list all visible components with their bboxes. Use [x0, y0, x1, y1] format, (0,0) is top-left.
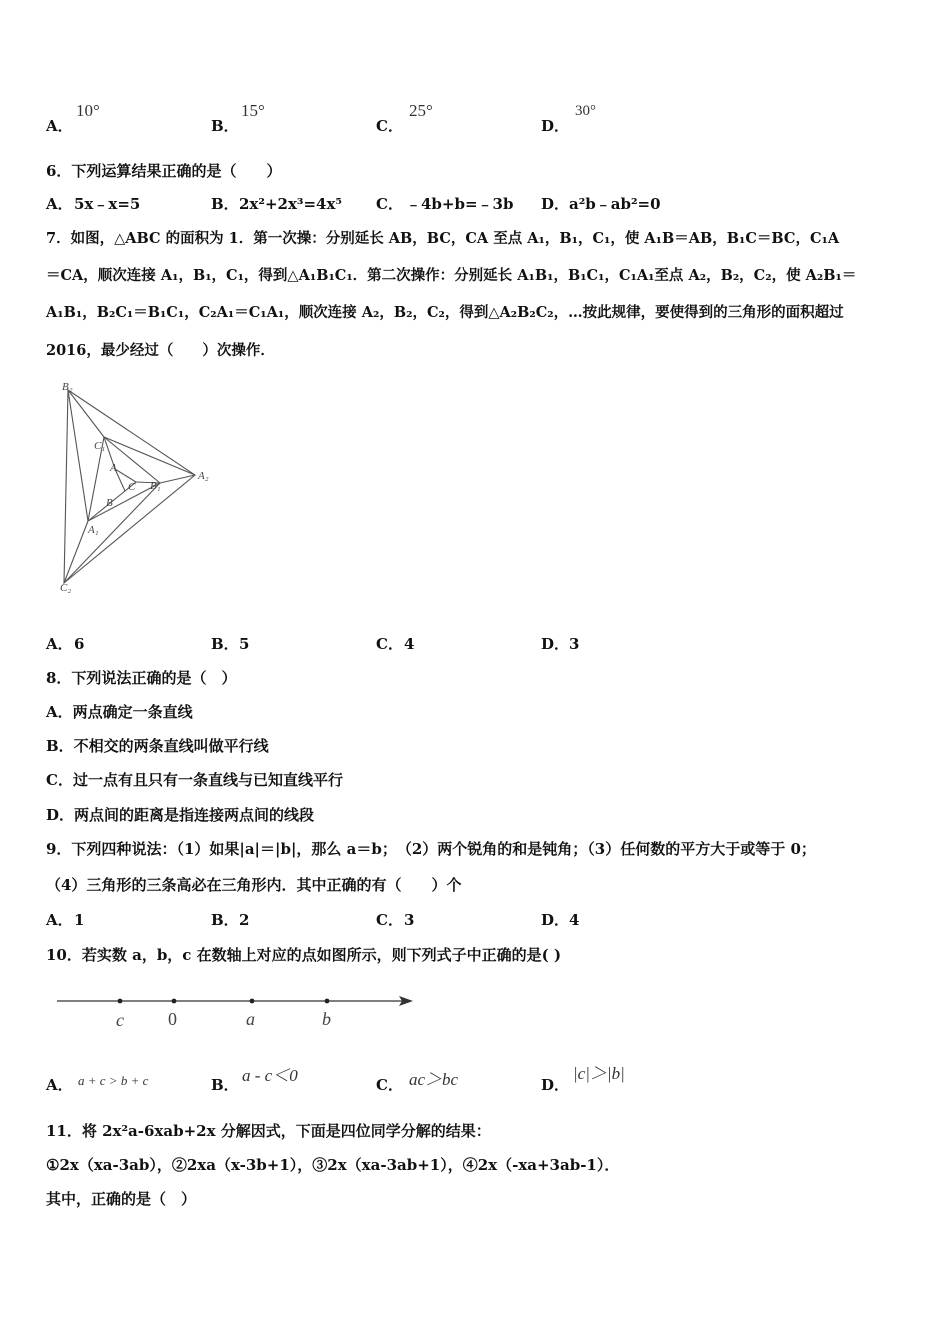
label-c2: C₂ [60, 582, 72, 594]
q5-option-d-letter: D． [541, 117, 570, 135]
q5-option-c-letter: C． [376, 117, 403, 135]
q7-option-a-value: 6 [74, 635, 85, 653]
q9-option-a-letter: A． [46, 911, 73, 929]
q6-option-a-value: 5x﹣x=5 [74, 195, 141, 213]
q5-option-c-value: 25° [409, 101, 433, 120]
point-0 [172, 999, 177, 1004]
q6-option-c-value: ﹣4b+b=﹣3b [406, 195, 514, 213]
q9-option-b-letter: B． [211, 911, 239, 929]
q10-option-d-value: |c|＞|b| [573, 1064, 625, 1083]
label-a2: A₂ [198, 470, 209, 482]
q8-option-c: C．过一点有且只有一条直线与已知直线平行 [46, 771, 343, 789]
q8-option-d: D．两点间的距离是指连接两点间的线段 [46, 806, 315, 824]
q5-option-d-value: 30° [575, 103, 596, 119]
q10-option-c-value: ac＞bc [409, 1070, 459, 1089]
q7-option-d-letter: D． [541, 635, 570, 653]
q7-line-3: A₁B₁，B₂C₁＝B₁C₁，C₂A₁＝C₁A₁，顺次连接 A₂，B₂，C₂，得到△A₂B₂C₂，…按此规律，要使得到的三角形的面积超过 [46, 304, 844, 321]
q10-option-a-value: a + c > b + c [78, 1073, 149, 1088]
q9-option-d-value: 4 [569, 911, 580, 929]
point-a [250, 999, 255, 1004]
q7-line-2: ＝CA，顺次连接 A₁，B₁，C₁，得到△A₁B₁C₁．第二次操作：分别延长 A₁B₁，B₁C₁，C₁A₁至点 A₂，B₂，C₂，使 A₂B₁＝ [46, 267, 857, 284]
q10-option-d-letter: D． [541, 1076, 570, 1094]
q7-option-a-letter: A． [46, 635, 73, 653]
q6-option-d-value: a²b﹣ab²=0 [569, 195, 661, 213]
q10-option-b-value: a - c＜0 [242, 1066, 298, 1085]
q9-line-2: （4）三角形的三条高必在三角形内．其中正确的有（ ）个 [46, 876, 462, 894]
q7-option-c-value: 4 [404, 635, 415, 653]
q5-option-b-letter: B． [211, 117, 239, 135]
q9-option-c-value: 3 [404, 911, 415, 929]
q6-stem: 6．下列运算结果正确的是（ ） [46, 162, 282, 180]
q10-option-b-letter: B． [211, 1076, 239, 1094]
q6-option-c-letter: C． [376, 195, 403, 213]
q9-option-c-letter: C． [376, 911, 403, 929]
q10-option-c-letter: C． [376, 1076, 403, 1094]
label-a1: A₁ [88, 524, 99, 536]
q11-tail: 其中，正确的是（ ） [46, 1190, 197, 1208]
q8-option-b: B．不相交的两条直线叫做平行线 [46, 737, 269, 755]
number-line [55, 988, 420, 1033]
q6-option-d-letter: D． [541, 195, 570, 213]
q10-stem: 10．若实数 a，b，c 在数轴上对应的点如图所示，则下列式子中正确的是( ) [46, 946, 562, 964]
q5-option-b-value: 15° [241, 101, 265, 120]
q7-triangle-figure [50, 375, 230, 600]
q9-line-1: 9．下列四种说法：（1）如果|a|＝|b|，那么 a＝b； （2）两个锐角的和是钝角；（3）任何数的平方大于或等于 0； [46, 840, 816, 858]
label-b1: B₁ [150, 480, 161, 492]
q6-option-b-value: 2x²+2x³=4x⁵ [239, 195, 342, 213]
label-a: A [110, 462, 117, 474]
label-c: c [116, 1010, 124, 1030]
label-c1: C₁ [94, 440, 106, 452]
q5-option-a-value: 10° [76, 101, 100, 120]
point-c [118, 999, 123, 1004]
q6-option-a-letter: A． [46, 195, 73, 213]
label-b2: B₂ [62, 381, 73, 393]
q6-option-b-letter: B． [211, 195, 239, 213]
q7-option-c-letter: C． [376, 635, 403, 653]
q10-option-a-letter: A． [46, 1076, 73, 1094]
q9-option-a-value: 1 [74, 911, 85, 929]
label-b: b [322, 1009, 331, 1029]
q7-line-4: 2016，最少经过（ ）次操作． [46, 342, 275, 359]
q8-option-a: A．两点确定一条直线 [46, 703, 193, 721]
point-b [325, 999, 330, 1004]
label-a: a [246, 1009, 255, 1029]
q5-option-a-letter: A． [46, 117, 73, 135]
q9-option-b-value: 2 [239, 911, 250, 929]
q9-option-d-letter: D． [541, 911, 570, 929]
label-b: B [106, 497, 113, 509]
label-c: C [128, 481, 136, 493]
q7-option-b-letter: B． [211, 635, 239, 653]
q8-stem: 8．下列说法正确的是（ ） [46, 669, 237, 687]
q7-option-b-value: 5 [239, 635, 250, 653]
q11-answers: ①2x（xa-3ab），②2xa（x-3b+1），③2x（xa-3ab+1），④2x（-xa+3ab-1）． [46, 1156, 620, 1174]
q11-stem: 11．将 2x²a-6xab+2x 分解因式，下面是四位同学分解的结果： [46, 1122, 491, 1140]
q7-line-1: 7．如图，△ABC 的面积为 1．第一次操：分别延长 AB，BC，CA 至点 A₁，B₁，C₁，使 A₁B＝AB，B₁C＝BC，C₁A [46, 230, 840, 247]
label-0: 0 [168, 1009, 177, 1029]
q7-option-d-value: 3 [569, 635, 580, 653]
